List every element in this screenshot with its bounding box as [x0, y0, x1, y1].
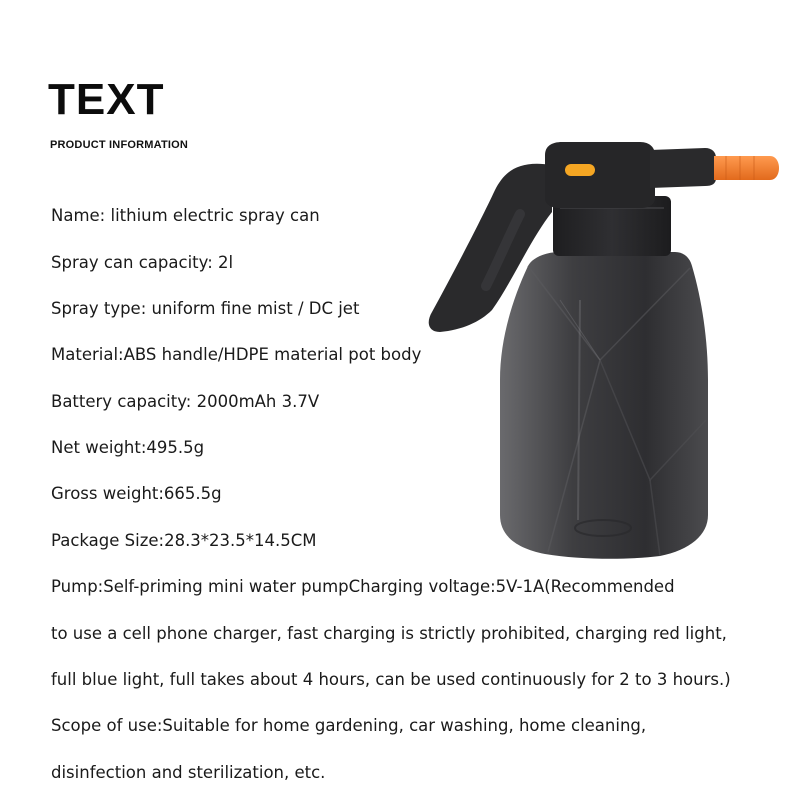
- page-title: TEXT: [48, 75, 165, 124]
- indicator-light: [565, 164, 595, 176]
- spec-line-scope: Scope of use:Suitable for home gardening, car washing, home cleaning,: [51, 716, 647, 735]
- electric-spray-bottle-icon: [420, 130, 790, 570]
- spec-line-charging-2: full blue light, full takes about 4 hours, can be used continuously for 2 to 3 hours.): [51, 670, 731, 689]
- page-subtitle: PRODUCT INFORMATION: [50, 139, 189, 151]
- spec-line-package-size: Package Size:28.3*23.5*14.5CM: [51, 531, 317, 550]
- spec-line-material: Material:ABS handle/HDPE material pot body: [51, 345, 422, 364]
- spec-line-pump: Pump:Self-priming mini water pumpCharging voltage:5V-1A(Recommended: [51, 577, 675, 596]
- spec-line-capacity: Spray can capacity: 2l: [51, 253, 234, 272]
- spec-line-net-weight: Net weight:495.5g: [51, 438, 205, 457]
- bottle-body: [500, 252, 708, 559]
- spec-line-scope-2: disinfection and sterilization, etc.: [51, 763, 326, 782]
- spec-line-spray-type: Spray type: uniform fine mist / DC jet: [51, 299, 360, 318]
- pump-head: [545, 142, 655, 208]
- spec-line-name: Name: lithium electric spray can: [51, 206, 320, 225]
- spec-line-battery: Battery capacity: 2000mAh 3.7V: [51, 392, 320, 411]
- spec-line-gross-weight: Gross weight:665.5g: [51, 484, 222, 503]
- spec-line-charging-1: to use a cell phone charger, fast charging is strictly prohibited, charging red light,: [51, 624, 727, 643]
- nozzle-tip: [714, 156, 779, 180]
